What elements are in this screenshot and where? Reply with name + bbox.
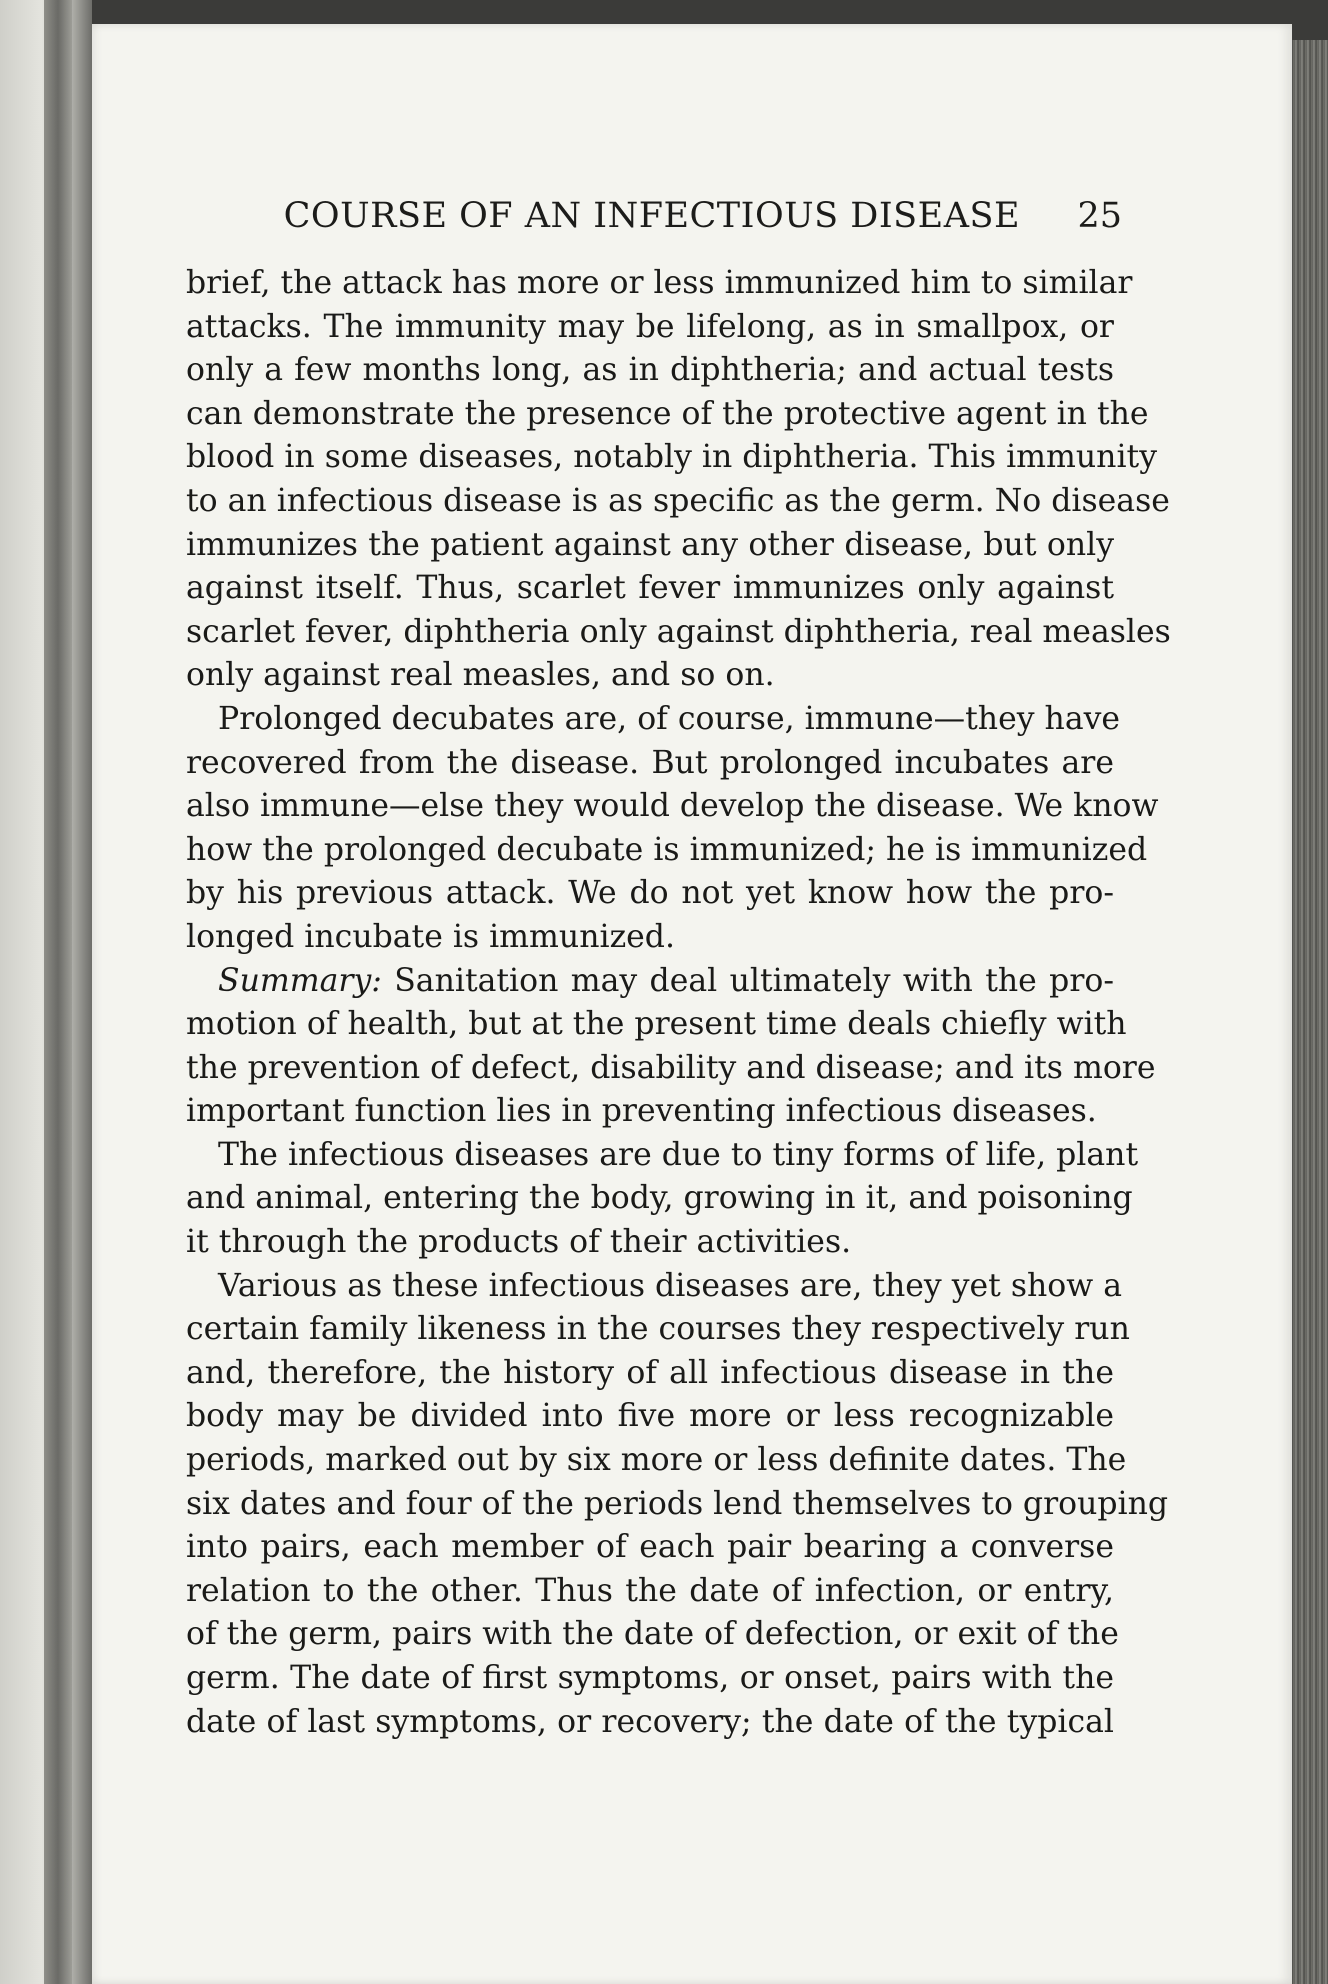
summary-lead: Summary:: [218, 962, 382, 999]
text-line: periods, marked out by six more or less definite dates. The: [186, 1442, 1127, 1479]
paragraph: [186, 1134, 1139, 1265]
text-line: the prevention of defect, disability and disease; and its more: [186, 1049, 1156, 1086]
text-line: certain family likeness in the courses they respectively run: [186, 1311, 1130, 1348]
book-gutter: [44, 0, 72, 1984]
text-line: germ. The date of first symptoms, or onset, pairs with the: [186, 1660, 1114, 1696]
text-line: [186, 960, 1114, 1004]
text-line: to an infectious disease is as specific as the germ. No disease: [186, 482, 1170, 519]
summary-paragraph: [186, 960, 1156, 1134]
text-line: important function lies in preventing infectious diseases.: [186, 1093, 1097, 1130]
text-line: Various as these infectious diseases are, they yet show a: [218, 1267, 1123, 1304]
text-line: scarlet fever, diphtheria only against diphtheria, real measles: [186, 613, 1171, 650]
text-line: date of last symptoms, or recovery; the date of the typical: [186, 1703, 1114, 1740]
text-line: immunizes the patient against any other disease, but only: [186, 526, 1114, 563]
summary-line-rest: Sanitation may deal ultimately with the pro-: [381, 962, 1114, 999]
paragraph: [186, 698, 1159, 960]
page-number: 25: [1077, 196, 1122, 236]
text-line: only against real measles, and so on.: [186, 657, 775, 694]
text-line: recovered from the disease. But prolonged incubates are: [186, 744, 1114, 781]
body-text: [186, 262, 1171, 1744]
running-head-title: COURSE OF AN INFECTIOUS DISEASE: [283, 196, 1020, 236]
paragraph: [186, 262, 1171, 698]
text-line: blood in some diseases, notably in diphtheria. This immunity: [186, 439, 1157, 476]
text-line: six dates and four of the periods lend themselves to grouping: [186, 1485, 1169, 1522]
text-line: it through the products of their activities.: [186, 1224, 852, 1261]
text-line: by his previous attack. We do not yet know how the pro-: [186, 875, 1114, 912]
text-line: relation to the other. Thus the date of infection, or entry,: [186, 1572, 1114, 1609]
text-line: can demonstrate the presence of the protective agent in the: [186, 395, 1149, 432]
text-line: into pairs, each member of each pair bearing a converse: [186, 1529, 1114, 1566]
text-line: against itself. Thus, scarlet fever immunizes only against: [186, 570, 1114, 607]
text-line: how the prolonged decubate is immunized; he is immunized: [186, 831, 1148, 868]
text-line: only a few months long, as in diphtheria; and actual tests: [186, 352, 1114, 389]
running-head: [200, 186, 1122, 246]
text-line: longed incubate is immunized.: [186, 918, 675, 955]
text-line: The infectious diseases are due to tiny forms of life, plant: [218, 1136, 1139, 1173]
text-line: also immune—else they would develop the disease. We know: [186, 788, 1159, 825]
paragraph: [186, 1265, 1169, 1745]
text-line: Prolonged decubates are, of course, immune—they have: [218, 700, 1121, 737]
text-line: and, therefore, the history of all infectious disease in the: [186, 1354, 1114, 1391]
text-line: brief, the attack has more or less immunized him to similar: [186, 265, 1133, 301]
text-line: motion of health, but at the present time deals chiefly with: [186, 1006, 1127, 1043]
text-line: and animal, entering the body, growing in it, and poisoning: [186, 1180, 1133, 1217]
text-line: attacks. The immunity may be lifelong, as in smallpox, or: [186, 308, 1114, 345]
text-line: of the germ, pairs with the date of defection, or exit of the: [186, 1616, 1119, 1653]
text-line: body may be divided into five more or less recognizable: [186, 1398, 1114, 1435]
